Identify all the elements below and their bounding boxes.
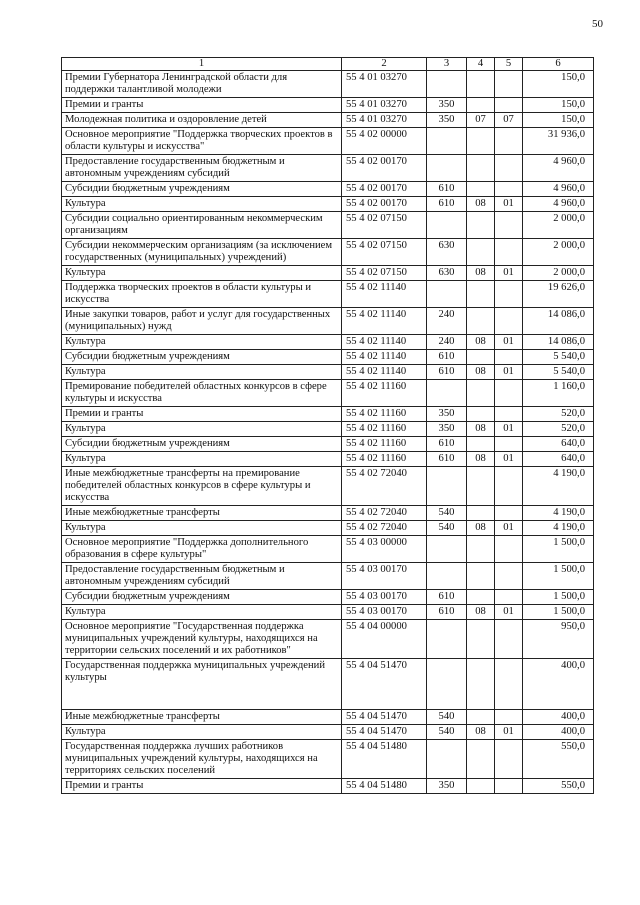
table-row (62, 779, 594, 794)
row-amount-cell: 19 626,0 (523, 281, 594, 308)
row-name-cell: Субсидии бюджетным учреждениям (62, 350, 342, 365)
table-row (62, 98, 594, 113)
row-amount-cell: 2 000,0 (523, 239, 594, 266)
row-name-cell: Культура (62, 452, 342, 467)
row-name-cell: Культура (62, 335, 342, 350)
row-code-cell: 55 4 02 72040 (342, 467, 427, 506)
row-section-cell: 08 (467, 197, 495, 212)
table-row (62, 590, 594, 605)
table-row (62, 740, 594, 779)
row-type-cell: 610 (427, 437, 467, 452)
row-name-cell: Субсидии социально ориентированным некоммерческим организациям (62, 212, 342, 239)
row-code-cell: 55 4 02 11160 (342, 452, 427, 467)
row-name-cell: Основное мероприятие "Государственная поддержка муниципальных учреждений культуры, находящихся на территории сельских поселений и их работников" (62, 620, 342, 659)
table-row (62, 659, 594, 710)
table-row (62, 182, 594, 197)
table-row (62, 452, 594, 467)
row-amount-cell: 150,0 (523, 113, 594, 128)
column-header: 1 (62, 58, 342, 71)
row-amount-cell: 5 540,0 (523, 350, 594, 365)
row-code-cell: 55 4 02 11160 (342, 380, 427, 407)
row-type-cell: 610 (427, 197, 467, 212)
row-section-cell (467, 239, 495, 266)
row-amount-cell: 400,0 (523, 725, 594, 740)
row-amount-cell: 4 190,0 (523, 467, 594, 506)
table-row (62, 422, 594, 437)
row-code-cell: 55 4 02 72040 (342, 521, 427, 536)
row-name-cell: Субсидии бюджетным учреждениям (62, 182, 342, 197)
row-amount-cell: 4 960,0 (523, 155, 594, 182)
row-name-cell: Культура (62, 365, 342, 380)
row-section-cell (467, 779, 495, 794)
row-subsection-cell: 01 (495, 197, 523, 212)
row-amount-cell: 5 540,0 (523, 365, 594, 380)
row-name-cell: Культура (62, 605, 342, 620)
row-name-cell: Поддержка творческих проектов в области культуры и искусства (62, 281, 342, 308)
row-type-cell: 540 (427, 725, 467, 740)
row-code-cell: 55 4 02 07150 (342, 239, 427, 266)
table-row (62, 407, 594, 422)
row-type-cell: 240 (427, 335, 467, 350)
table-row (62, 467, 594, 506)
row-code-cell: 55 4 02 72040 (342, 506, 427, 521)
row-name-cell: Основное мероприятие "Поддержка творческих проектов в области культуры и искусства" (62, 128, 342, 155)
row-section-cell (467, 407, 495, 422)
row-subsection-cell (495, 407, 523, 422)
row-amount-cell: 1 160,0 (523, 380, 594, 407)
row-name-cell: Основное мероприятие "Поддержка дополнительного образования в сфере культуры" (62, 536, 342, 563)
row-subsection-cell (495, 710, 523, 725)
row-code-cell: 55 4 04 51470 (342, 725, 427, 740)
column-header: 3 (427, 58, 467, 71)
row-section-cell (467, 590, 495, 605)
row-code-cell: 55 4 02 00170 (342, 197, 427, 212)
table-row (62, 620, 594, 659)
row-name-cell: Иные закупки товаров, работ и услуг для государственных (муниципальных) нужд (62, 308, 342, 335)
header-row (62, 58, 594, 71)
row-subsection-cell (495, 71, 523, 98)
row-code-cell: 55 4 02 11140 (342, 350, 427, 365)
row-amount-cell: 520,0 (523, 407, 594, 422)
row-subsection-cell (495, 350, 523, 365)
row-code-cell: 55 4 01 03270 (342, 98, 427, 113)
row-subsection-cell: 01 (495, 365, 523, 380)
row-type-cell: 240 (427, 308, 467, 335)
row-code-cell: 55 4 02 11140 (342, 281, 427, 308)
row-type-cell (427, 155, 467, 182)
row-subsection-cell (495, 659, 523, 710)
row-amount-cell: 1 500,0 (523, 590, 594, 605)
row-name-cell: Иные межбюджетные трансферты на премирование победителей областных конкурсов в сфере культуры и искусства (62, 467, 342, 506)
row-type-cell: 610 (427, 590, 467, 605)
row-section-cell (467, 350, 495, 365)
row-section-cell: 08 (467, 335, 495, 350)
table-row (62, 266, 594, 281)
row-code-cell: 55 4 04 00000 (342, 620, 427, 659)
row-subsection-cell (495, 437, 523, 452)
row-section-cell: 07 (467, 113, 495, 128)
row-subsection-cell (495, 182, 523, 197)
row-section-cell (467, 98, 495, 113)
table-row (62, 437, 594, 452)
row-amount-cell: 4 190,0 (523, 521, 594, 536)
row-type-cell: 350 (427, 113, 467, 128)
row-subsection-cell (495, 467, 523, 506)
row-type-cell (427, 281, 467, 308)
row-section-cell (467, 308, 495, 335)
table-row (62, 380, 594, 407)
row-type-cell: 630 (427, 239, 467, 266)
row-code-cell: 55 4 02 00170 (342, 182, 427, 197)
row-subsection-cell (495, 239, 523, 266)
row-type-cell: 610 (427, 605, 467, 620)
row-amount-cell: 640,0 (523, 452, 594, 467)
row-type-cell: 540 (427, 521, 467, 536)
row-subsection-cell (495, 506, 523, 521)
row-code-cell: 55 4 02 11160 (342, 422, 427, 437)
row-amount-cell: 4 960,0 (523, 197, 594, 212)
row-amount-cell: 520,0 (523, 422, 594, 437)
row-name-cell: Иные межбюджетные трансферты (62, 710, 342, 725)
row-subsection-cell: 01 (495, 422, 523, 437)
row-subsection-cell: 07 (495, 113, 523, 128)
row-name-cell: Премии и гранты (62, 407, 342, 422)
table-row (62, 71, 594, 98)
row-type-cell (427, 536, 467, 563)
table-row (62, 365, 594, 380)
table-row (62, 605, 594, 620)
table-body (62, 71, 594, 794)
row-type-cell: 610 (427, 365, 467, 380)
row-section-cell: 08 (467, 452, 495, 467)
table-row (62, 710, 594, 725)
row-code-cell: 55 4 02 11160 (342, 407, 427, 422)
row-type-cell: 610 (427, 182, 467, 197)
table-row (62, 113, 594, 128)
table-row (62, 197, 594, 212)
row-name-cell: Премирование победителей областных конкурсов в сфере культуры и искусства (62, 380, 342, 407)
row-subsection-cell: 01 (495, 266, 523, 281)
row-section-cell: 08 (467, 521, 495, 536)
row-type-cell (427, 128, 467, 155)
row-amount-cell: 1 500,0 (523, 536, 594, 563)
row-subsection-cell: 01 (495, 452, 523, 467)
row-section-cell (467, 437, 495, 452)
row-amount-cell: 2 000,0 (523, 266, 594, 281)
table-row (62, 536, 594, 563)
row-type-cell (427, 71, 467, 98)
row-type-cell: 540 (427, 506, 467, 521)
row-amount-cell: 14 086,0 (523, 335, 594, 350)
row-code-cell: 55 4 02 11140 (342, 308, 427, 335)
row-amount-cell: 150,0 (523, 71, 594, 98)
row-type-cell: 610 (427, 452, 467, 467)
row-code-cell: 55 4 02 00000 (342, 128, 427, 155)
row-section-cell (467, 212, 495, 239)
row-type-cell (427, 212, 467, 239)
row-section-cell (467, 506, 495, 521)
row-code-cell: 55 4 04 51480 (342, 740, 427, 779)
row-amount-cell: 1 500,0 (523, 605, 594, 620)
row-section-cell: 08 (467, 605, 495, 620)
row-name-cell: Субсидии бюджетным учреждениям (62, 590, 342, 605)
row-type-cell (427, 380, 467, 407)
row-name-cell: Предоставление государственным бюджетным и автономным учреждениям субсидий (62, 563, 342, 590)
row-section-cell (467, 155, 495, 182)
row-subsection-cell (495, 98, 523, 113)
table-row (62, 155, 594, 182)
row-code-cell: 55 4 03 00170 (342, 605, 427, 620)
row-amount-cell: 150,0 (523, 98, 594, 113)
row-type-cell: 350 (427, 98, 467, 113)
row-section-cell (467, 659, 495, 710)
row-subsection-cell (495, 536, 523, 563)
row-amount-cell: 4 960,0 (523, 182, 594, 197)
table-row (62, 506, 594, 521)
table-row (62, 563, 594, 590)
row-amount-cell: 640,0 (523, 437, 594, 452)
row-code-cell: 55 4 03 00170 (342, 590, 427, 605)
row-amount-cell: 550,0 (523, 740, 594, 779)
row-code-cell: 55 4 01 03270 (342, 113, 427, 128)
row-type-cell: 540 (427, 710, 467, 725)
row-code-cell: 55 4 02 11140 (342, 365, 427, 380)
row-amount-cell: 4 190,0 (523, 506, 594, 521)
row-name-cell: Субсидии некоммерческим организациям (за исключением государственных (муниципальных) учреждений) (62, 239, 342, 266)
row-subsection-cell: 01 (495, 725, 523, 740)
table-row (62, 308, 594, 335)
budget-table (61, 57, 594, 794)
row-section-cell (467, 281, 495, 308)
row-name-cell: Культура (62, 197, 342, 212)
column-header: 4 (467, 58, 495, 71)
row-name-cell: Молодежная политика и оздоровление детей (62, 113, 342, 128)
row-section-cell (467, 740, 495, 779)
row-code-cell: 55 4 04 51470 (342, 710, 427, 725)
table-row (62, 725, 594, 740)
row-section-cell: 08 (467, 422, 495, 437)
row-type-cell: 350 (427, 779, 467, 794)
row-code-cell: 55 4 02 11160 (342, 437, 427, 452)
row-subsection-cell (495, 128, 523, 155)
row-section-cell (467, 563, 495, 590)
row-code-cell: 55 4 04 51470 (342, 659, 427, 710)
row-subsection-cell (495, 380, 523, 407)
row-name-cell: Культура (62, 725, 342, 740)
row-subsection-cell (495, 620, 523, 659)
row-section-cell (467, 380, 495, 407)
row-section-cell (467, 128, 495, 155)
row-subsection-cell (495, 740, 523, 779)
row-name-cell: Культура (62, 422, 342, 437)
row-type-cell (427, 467, 467, 506)
row-subsection-cell (495, 563, 523, 590)
row-type-cell: 610 (427, 350, 467, 365)
row-subsection-cell (495, 590, 523, 605)
row-type-cell (427, 659, 467, 710)
table-row (62, 239, 594, 266)
row-amount-cell: 14 086,0 (523, 308, 594, 335)
row-name-cell: Премии и гранты (62, 98, 342, 113)
row-code-cell: 55 4 04 51480 (342, 779, 427, 794)
row-name-cell: Премии и гранты (62, 779, 342, 794)
row-section-cell (467, 182, 495, 197)
row-amount-cell: 31 936,0 (523, 128, 594, 155)
column-header: 5 (495, 58, 523, 71)
row-amount-cell: 950,0 (523, 620, 594, 659)
row-name-cell: Культура (62, 266, 342, 281)
row-code-cell: 55 4 03 00170 (342, 563, 427, 590)
row-amount-cell: 550,0 (523, 779, 594, 794)
row-code-cell: 55 4 03 00000 (342, 536, 427, 563)
row-code-cell: 55 4 02 11140 (342, 335, 427, 350)
row-name-cell: Иные межбюджетные трансферты (62, 506, 342, 521)
row-subsection-cell: 01 (495, 335, 523, 350)
table-row (62, 212, 594, 239)
row-section-cell (467, 710, 495, 725)
row-code-cell: 55 4 02 07150 (342, 212, 427, 239)
row-code-cell: 55 4 01 03270 (342, 71, 427, 98)
row-section-cell (467, 620, 495, 659)
row-subsection-cell: 01 (495, 521, 523, 536)
table-row (62, 128, 594, 155)
row-subsection-cell (495, 308, 523, 335)
row-type-cell: 350 (427, 422, 467, 437)
row-code-cell: 55 4 02 00170 (342, 155, 427, 182)
row-type-cell: 350 (427, 407, 467, 422)
row-name-cell: Предоставление государственным бюджетным и автономным учреждениям субсидий (62, 155, 342, 182)
row-section-cell: 08 (467, 266, 495, 281)
row-section-cell: 08 (467, 365, 495, 380)
row-amount-cell: 400,0 (523, 710, 594, 725)
row-subsection-cell (495, 212, 523, 239)
page-number: 50 (592, 18, 603, 30)
row-type-cell (427, 563, 467, 590)
table-row (62, 521, 594, 536)
table-row (62, 335, 594, 350)
row-section-cell: 08 (467, 725, 495, 740)
row-type-cell (427, 740, 467, 779)
row-subsection-cell (495, 281, 523, 308)
row-subsection-cell (495, 779, 523, 794)
column-header: 2 (342, 58, 427, 71)
row-amount-cell: 400,0 (523, 659, 594, 710)
column-header: 6 (523, 58, 594, 71)
row-amount-cell: 2 000,0 (523, 212, 594, 239)
row-section-cell (467, 536, 495, 563)
row-code-cell: 55 4 02 07150 (342, 266, 427, 281)
row-section-cell (467, 71, 495, 98)
row-name-cell: Премии Губернатора Ленинградской области для поддержки талантливой молодежи (62, 71, 342, 98)
row-name-cell: Культура (62, 521, 342, 536)
row-name-cell: Субсидии бюджетным учреждениям (62, 437, 342, 452)
row-section-cell (467, 467, 495, 506)
row-type-cell: 630 (427, 266, 467, 281)
row-name-cell: Государственная поддержка лучших работников муниципальных учреждений культуры, находящихся на территориях сельских поселений (62, 740, 342, 779)
table-row (62, 350, 594, 365)
row-name-cell: Государственная поддержка муниципальных учреждений культуры (62, 659, 342, 710)
row-type-cell (427, 620, 467, 659)
row-subsection-cell (495, 155, 523, 182)
row-amount-cell: 1 500,0 (523, 563, 594, 590)
row-subsection-cell: 01 (495, 605, 523, 620)
table-row (62, 281, 594, 308)
